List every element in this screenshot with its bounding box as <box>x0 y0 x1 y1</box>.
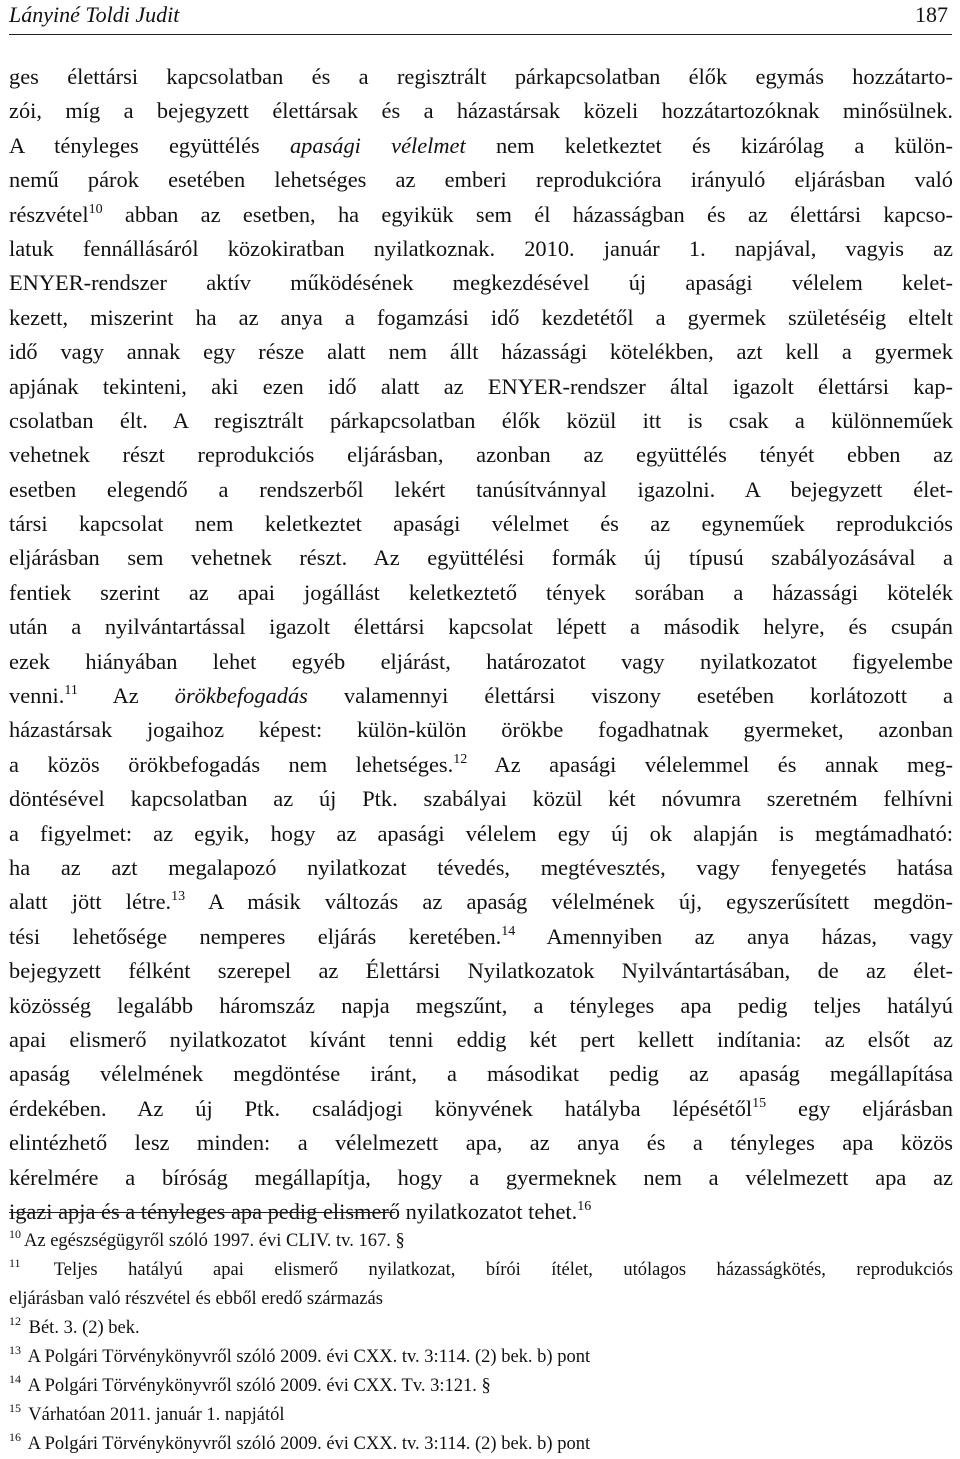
footnote-ref-13[interactable]: 13 <box>171 889 186 905</box>
footnote-marker: 13 <box>9 1343 21 1357</box>
footnote-11 <box>9 1256 953 1285</box>
header-author: Lányiné Toldi Judit <box>9 2 180 27</box>
text-line: után a nyilvántartással igazolt élettársi kapcsolat lépett a második helyre, és csupán <box>9 614 953 640</box>
footnote-marker: 10 <box>9 1227 21 1241</box>
footnote-marker: 15 <box>9 1401 21 1415</box>
footnote-marker: 16 <box>9 1430 21 1444</box>
text-line: apjának tekinteni, aki ezen idő alatt az ENYER-rendszer által igazolt élettársi kap- <box>9 373 953 399</box>
footnote-ref-16[interactable]: 16 <box>577 1198 592 1214</box>
text-line <box>9 679 953 713</box>
footnote-ref-10[interactable]: 10 <box>88 201 103 217</box>
text-line: kérelmére a bíróság megállapítja, hogy a gyermeknek nem a vélelmezett apa az <box>9 1164 953 1190</box>
text-run: a közös örökbefogadás nem lehetséges. <box>9 751 454 777</box>
text-line <box>9 198 953 232</box>
text-line <box>9 748 953 782</box>
text-run: érdekében. Az új Ptk. családjogi könyvének hatályba lépésétől <box>9 1095 753 1121</box>
footnote-ref-12[interactable]: 12 <box>453 751 468 767</box>
footnote-text: A Polgári Törvénykönyvről szóló 2009. évi CXX. tv. 3:114. (2) bek. b) pont <box>27 1347 591 1367</box>
footnotes <box>9 1227 953 1459</box>
text-run: egy eljárásban <box>766 1095 953 1121</box>
text-run: tési lehetősége nemperes eljárás keretében. <box>9 923 502 949</box>
text-run: Amennyiben az anya házas, vagy <box>515 923 953 949</box>
text-line: apai elismerő nyilatkozatot kívánt tenni eddig két pert kellett indítania: az elsőt az <box>9 1026 953 1052</box>
text-line: ezek hiányában lehet egyéb eljárást, határozatot vagy nyilatkozatot figyelembe <box>9 648 953 674</box>
footnote-ref-14[interactable]: 14 <box>501 923 516 939</box>
text-line <box>9 1092 953 1126</box>
text-line: idő vagy annak egy része alatt nem állt házassági kötelékben, azt kell a gyermek <box>9 339 953 365</box>
footnote-15 <box>9 1401 953 1430</box>
text-run: nem keletkeztet és kizárólag a külön- <box>465 132 953 158</box>
footnote-separator <box>9 1212 395 1213</box>
footnote-marker: 12 <box>9 1314 21 1328</box>
footnote-text: Várhatóan 2011. január 1. napjától <box>28 1405 285 1425</box>
text-line: házastársak jogaihoz képest: külön-külön örökbe fogadhatnak gyermeket, azonban <box>9 717 953 743</box>
text-line: latuk fennállásáról közokiratban nyilatkoznak. 2010. január 1. napjával, vagyis az <box>9 235 953 261</box>
text-line: döntésével kapcsolatban az új Ptk. szabályai közül két nóvumra szeretném felhívni <box>9 786 953 812</box>
footnote-text: A Polgári Törvénykönyvről szóló 2009. évi CXX. tv. 3:114. (2) bek. b) pont <box>27 1434 591 1454</box>
text-line: nemű párok esetében lehetséges az emberi reprodukcióra irányuló eljárásban való <box>9 167 953 193</box>
text-line: bejegyzett félként szerepel az Élettársi Nyilatkozatok Nyilvántartásában, de az élet- <box>9 958 953 984</box>
footnote-11-cont: eljárásban való részvétel és ebből eredő származás <box>9 1289 383 1309</box>
text-run: venni. <box>9 683 65 709</box>
text-line: esetben elegendő a rendszerből lekért tanúsítvánnyal igazolni. A bejegyzett élet- <box>9 476 953 502</box>
page-number: 187 <box>915 2 948 27</box>
text-line: csolatban élt. A regisztrált párkapcsolatban élők közül itt is csak a különneműek <box>9 407 953 433</box>
text-line: eljárásban sem vehetnek részt. Az együttélési formák új típusú szabályozásával a <box>9 545 953 571</box>
text-line: fentiek szerint az apai jogállást keletkeztető tények sorában a házassági kötelék <box>9 579 953 605</box>
text-line: a figyelmet: az egyik, hogy az apasági vélelem egy új ok alapján is megtámadható: <box>9 820 953 846</box>
text-line: ges élettársi kapcsolatban és a regisztrált párkapcsolatban élők egymás hozzátarto- <box>9 64 953 89</box>
text-line: ha az azt megalapozó nyilatkozat tévedés, megtévesztés, vagy fenyegetés hatása <box>9 854 953 880</box>
text-line: közösség legalább háromszáz napja megszűnt, a tényleges apa pedig teljes hatályú <box>9 992 953 1018</box>
text-run: A másik változás az apaság vélelmének új, egyszerűsített megdön- <box>185 889 954 915</box>
text-line: ENYER-rendszer aktív működésének megkezdésével új apasági vélelem kelet- <box>9 270 953 296</box>
text-run: A tényleges együttélés <box>9 132 290 158</box>
text-run: abban az esetben, ha egyikük sem él házasságban és az élettársi kapcso- <box>102 201 953 227</box>
footnote-14 <box>9 1372 953 1401</box>
text-line: vehetnek részt reprodukciós eljárásban, azonban az együttélés tényét ebben az <box>9 442 953 468</box>
text-run: valamennyi élettársi viszony esetében korlátozott a <box>307 683 953 709</box>
text-line <box>9 885 953 919</box>
text-line <box>9 920 953 954</box>
footnote-13 <box>9 1343 953 1372</box>
text-line: apaság vélelmének megdöntése iránt, a másodikat pedig az apaság megállapítása <box>9 1061 953 1087</box>
text-line: társi kapcsolat nem keletkeztet apasági vélelmet és az egyneműek reprodukciós <box>9 511 953 537</box>
text-line: elintézhető lesz minden: a vélelmezett apa, az anya és a tényleges apa közös <box>9 1130 953 1156</box>
text-run: igazi apja és a tényleges apa pedig elismerő nyilatkozatot tehet. <box>9 1198 578 1224</box>
text-run: Az <box>77 683 175 709</box>
running-header <box>9 0 952 35</box>
footnote-text: A Polgári Törvénykönyvről szóló 2009. évi CXX. Tv. 3:121. § <box>27 1376 491 1396</box>
text-run: részvétel <box>9 201 89 227</box>
text-line: zói, míg a bejegyzett élettársak és a házastársak közeli hozzátartozóknak minősülnek. <box>9 98 953 124</box>
footnote-text: Teljes hatályú apai elismerő nyilatkozat, bírói ítélet, utólagos házasságkötés, reprodukciós <box>53 1260 953 1280</box>
text-line <box>9 129 953 163</box>
italic-term: örökbefogadás <box>174 683 308 709</box>
text-run: alatt jött létre. <box>9 889 172 915</box>
italic-term: apasági vélelmet <box>289 132 466 158</box>
footnote-12 <box>9 1314 953 1343</box>
footnote-text: Az egészségügyről szóló 1997. évi CLIV. tv. 167. § <box>24 1231 405 1251</box>
footnote-ref-11[interactable]: 11 <box>64 683 78 699</box>
footnote-ref-15[interactable]: 15 <box>752 1095 767 1111</box>
body-paragraph <box>9 60 953 1229</box>
footnote-marker: 14 <box>9 1372 21 1386</box>
text-run: Az apasági vélelemmel és annak meg- <box>467 751 953 777</box>
footnote-10 <box>9 1227 953 1256</box>
footnote-marker: 11 <box>9 1256 21 1270</box>
text-line: kezett, miszerint ha az anya a fogamzási idő kezdetétől a gyermek születéséig eltelt <box>9 304 953 330</box>
footnote-text: Bét. 3. (2) bek. <box>28 1318 140 1338</box>
